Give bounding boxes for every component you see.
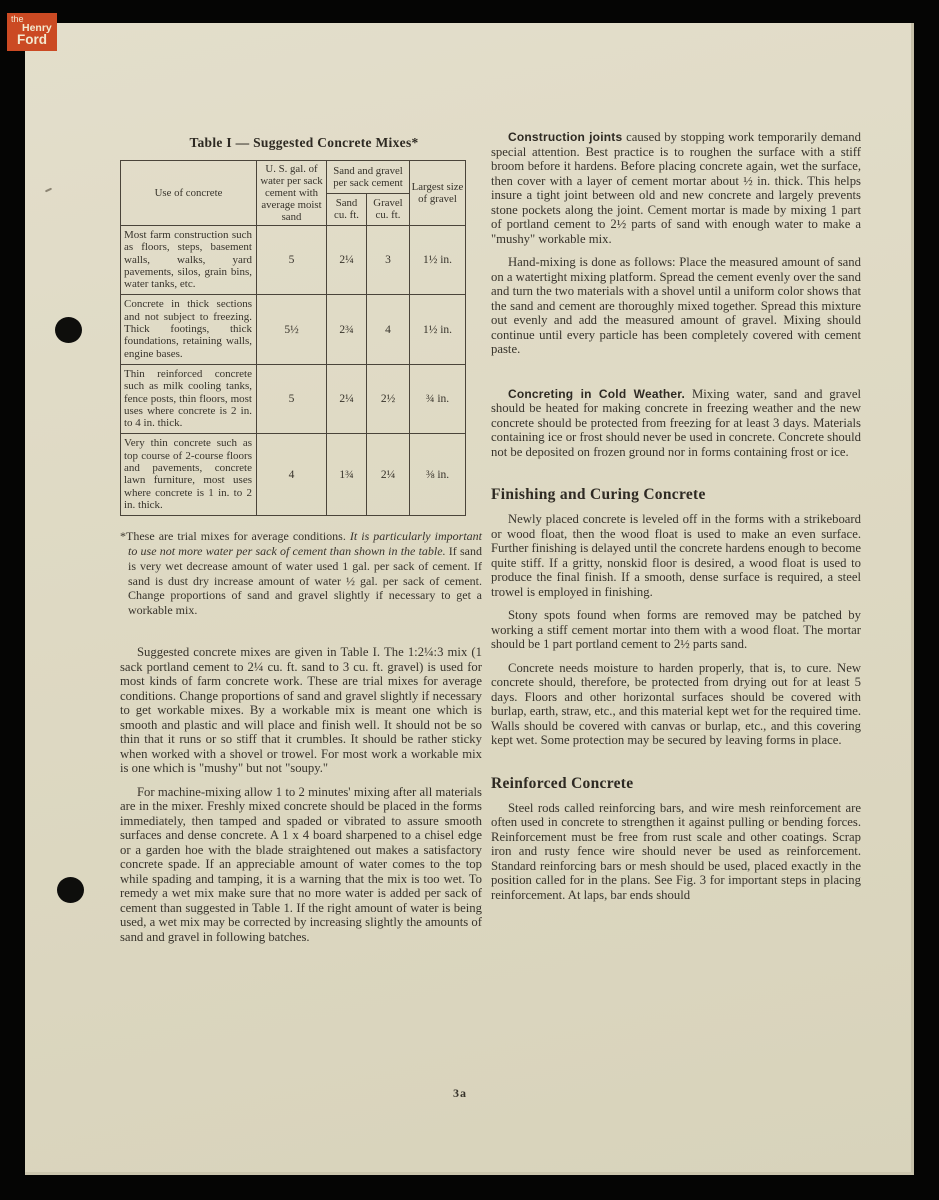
paragraph-newly-placed: Newly placed concrete is leveled off in the forms with a strikeboard or wood float, then the wood float is used to make an even surface. Further finishing is delayed until the concrete hardens enough to become quite stiff. If a gritty, nonskid floor is desired, a wood float is used to produce the final finish. If a smooth, dense surface is required, a steel trowel is employed in finishing.	[491, 512, 861, 599]
table-row	[121, 364, 466, 433]
cell-largest: 1½ in.	[410, 295, 466, 364]
col-header-largest: Largest size of gravel	[410, 161, 466, 226]
paragraph-construction-joints	[491, 130, 861, 246]
paragraph-text: caused by stopping work temporarily demand special attention. Best practice is to roughen the surface with a stiff broom before it hardens. Before placing concrete again, wet the surface, then cover with a layer of cement mortar about ½ in. thick. This helps insure a tight joint between old and new concrete and largely prevents stone pockets along the joint. Cement mortar is made by mixing 1 part of portland cement to 2½ parts of sand with enough water to make a "mushy" workable mix.	[491, 130, 861, 246]
col-header-water: U. S. gal. of water per sack cement with average moist sand	[257, 161, 327, 226]
cell-sand: 2¼	[327, 226, 367, 295]
table-footnote	[120, 529, 482, 618]
cell-water: 5½	[257, 295, 327, 364]
cell-largest: ¾ in.	[410, 364, 466, 433]
cell-gravel: 2½	[367, 364, 410, 433]
cell-water: 5	[257, 226, 327, 295]
construction-joints-lead: Construction joints	[508, 130, 623, 144]
paragraph-stony-spots: Stony spots found when forms are removed may be patched by working a stiff cement mortar into them with a wood float. The mortar should be 1 part portland cement to 2½ parts sand.	[491, 608, 861, 651]
paragraph-cold-weather	[491, 387, 861, 460]
cell-sand: 1¾	[327, 434, 367, 516]
concrete-mixes-table	[120, 160, 466, 516]
cell-gravel: 2¼	[367, 434, 410, 516]
table-row	[121, 434, 466, 516]
logo-text-henry: Henry	[22, 22, 52, 34]
punch-hole	[57, 877, 84, 903]
paragraph-steel-rods: Steel rods called reinforcing bars, and wire mesh reinforcement are often used in concrete to strengthen it against pulling or bending forces. Reinforcement must be free from rust scale and other coatings. Scrap iron and rusty fence wire should never be used as reinforcement. Standard reinforcing bars or mesh should be used, placed exactly in the position called for in the plans. See Fig. 3 for important steps in placing reinforcement. At laps, bar ends should	[491, 800, 861, 902]
paragraph-suggested-mixes: Suggested concrete mixes are given in Table I. The 1:2¼:3 mix (1 sack portland cement to 2¼ cu. ft. sand to 3 cu. ft. gravel) is used for most kinds of farm concrete work. These are trial mixes for average conditions. Change proportions of sand and gravel slightly if necessary to get workable mixes. By a workable mix is meant one which is smooth and plastic and will place and finish well. It should not be so thin that it runs or so stiff that it crumbles. It should be rather sticky when worked with a shovel or trowel. For most work a workable mix is one which is "mushy" but not "soupy."	[120, 645, 482, 776]
page-number: 3a	[453, 1086, 467, 1100]
paragraph-machine-mixing: For machine-mixing allow 1 to 2 minutes' mixing after all materials are in the mixer. Freshly mixed concrete should be placed in the forms immediately, then tamped and spaded or vibrated to assure smooth surfaces and dense concrete. A 1 x 4 board sharpened to a chisel edge or a garden hoe with the blade straightened out makes a satisfactory concrete spade. If an appreciable amount of water comes to the top while spading and tamping, it is a warning that the mix is too wet. To remedy a wet mix make sure that no more water is added per sack of cement than suggested in Table 1. If the right amount of water is being used, a wet mix may be corrected by increasing slightly the amounts of sand and gravel in following batches.	[120, 784, 482, 944]
col-header-gravel: Gravel cu. ft.	[367, 193, 410, 226]
left-column	[120, 135, 482, 944]
cell-sand: 2¾	[327, 295, 367, 364]
footnote-text: *These are trial mixes for average conditions.	[120, 529, 350, 544]
logo-text-the: the	[11, 14, 24, 24]
cell-use: Most farm construction such as floors, steps, basement walls, walks, yard pavements, silos, grain bins, water tanks, etc.	[121, 226, 257, 295]
cell-use: Thin reinforced concrete such as milk cooling tanks, fence posts, thin floors, most uses where concrete is 2 in. to 4 in. thick.	[121, 364, 257, 433]
heading-finishing-curing: Finishing and Curing Concrete	[491, 486, 706, 503]
document-page	[25, 23, 914, 1175]
paragraph-curing-moisture: Concrete needs moisture to harden properly, that is, to cure. New concrete should, therefore, be protected from drying out for at least 5 days. Floors and other horizontal surfaces should be covered with burlap, earth, straw, etc., and this material kept wet for the required time. Walls should be covered with canvas or burlap, etc., and this covering kept wet. Some protection may be secured by leaving forms in place.	[491, 660, 861, 747]
col-header-use: Use of concrete	[121, 161, 257, 226]
table-title: Table I — Suggested Concrete Mixes*	[189, 135, 419, 150]
right-column	[491, 130, 861, 902]
cell-water: 5	[257, 364, 327, 433]
pencil-mark	[45, 188, 52, 193]
table-row	[121, 226, 466, 295]
cell-sand: 2¼	[327, 364, 367, 433]
footnote-text: If sand is very wet decrease amount of water used 1 gal. per sack of cement. If sand is dust dry increase amount of water ½ gal. per sack of cement. Change proportions of sand and gravel slightly if necessary to get a workable mix.	[128, 544, 482, 618]
paragraph-hand-mixing: Hand-mixing is done as follows: Place the measured amount of sand on a watertight mixing platform. Spread the cement evenly over the sand and turn the two materials with a shovel until a uniform color shows that the sand and cement are thoroughly mixed together. Spread this mixture out evenly and add the measured amount of gravel. Mixing should continue until every particle has been completely covered with cement paste.	[491, 255, 861, 356]
cold-weather-lead: Concreting in Cold Weather.	[508, 386, 686, 401]
cell-largest: ⅜ in.	[410, 434, 466, 516]
cell-largest: 1½ in.	[410, 226, 466, 295]
heading-reinforced-concrete: Reinforced Concrete	[491, 774, 634, 792]
henry-ford-logo	[7, 13, 57, 51]
col-header-sand: Sand cu. ft.	[327, 193, 367, 226]
cell-use: Concrete in thick sections and not subject to freezing. Thick footings, thick foundations, retaining walls, engine bases.	[121, 295, 257, 364]
table-row	[121, 295, 466, 364]
col-header-sand-gravel: Sand and gravel per sack cement	[327, 161, 410, 194]
cell-gravel: 4	[367, 295, 410, 364]
cell-water: 4	[257, 434, 327, 516]
cell-use: Very thin concrete such as top course of 2-course floors and pavements, concrete lawn furniture, most uses where concrete is 1 in. to 2 in. thick.	[121, 434, 257, 516]
paragraph-text: Mixing water, sand and gravel should be heated for making concrete in freezing weather and the new concrete should be protected from freezing for at least 3 days. Materials containing ice or frost should never be used in concrete. Concrete should not be deposited on frozen ground nor in forms containing frost or ice.	[491, 386, 862, 459]
punch-hole	[55, 317, 82, 343]
cell-gravel: 3	[367, 226, 410, 295]
logo-text-ford: Ford	[17, 32, 47, 47]
footnote-italic-text: It is particularly important to use not more water per sack of cement than shown in the table.	[128, 529, 482, 559]
